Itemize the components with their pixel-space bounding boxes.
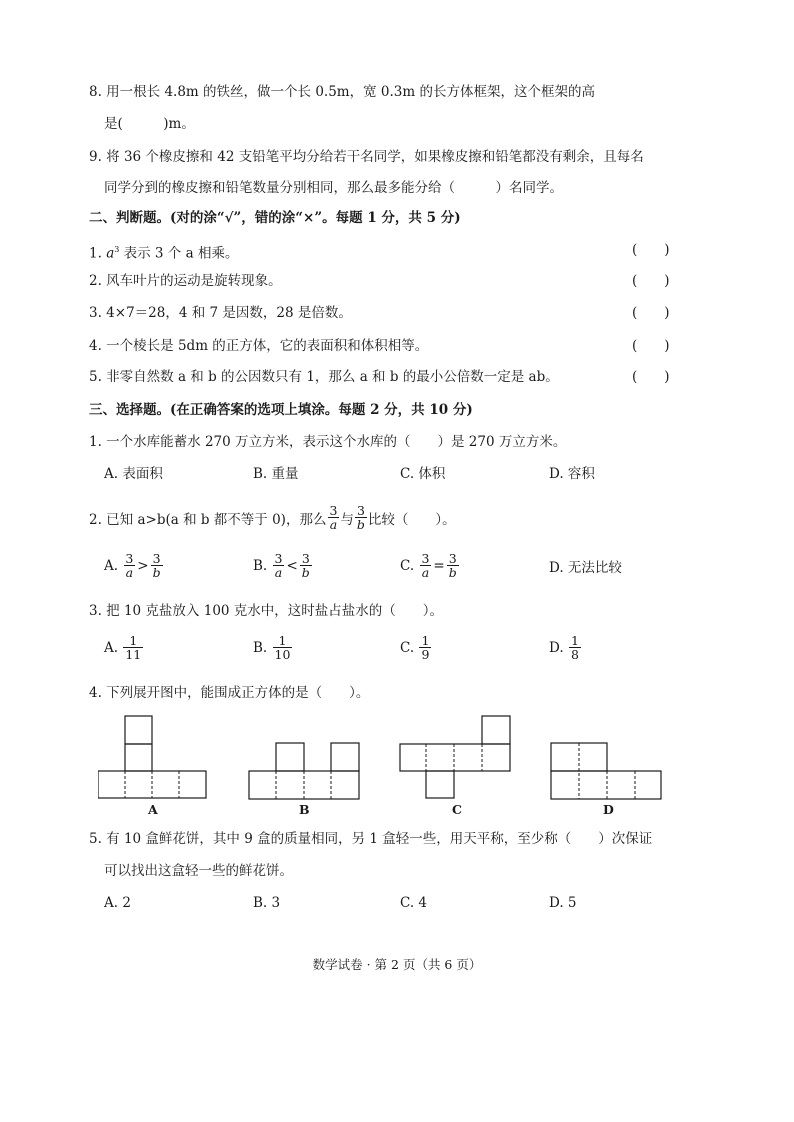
judge-item-1-exp: 3 (114, 245, 120, 254)
choice-q1-option-b[interactable]: B. 重量 (253, 466, 299, 482)
frac-den: b (301, 565, 310, 581)
judge-item-4: 4. 一个棱长是 5dm 的正方体，它的表面积和体积相等。 (89, 338, 429, 354)
choice-q2-stem-pre: 2. 已知 a>b(a 和 b 都不等于 0)，那么 (89, 511, 327, 528)
q8-line1: 8. 用一根长 4.8m 的铁丝，做一个长 0.5m，宽 0.3m 的长方体框架，这个框架的高 (89, 84, 595, 100)
choice-q1-option-c[interactable]: C. 体积 (400, 466, 446, 482)
net-c[interactable] (398, 714, 512, 804)
frac-num: 3 (274, 551, 283, 566)
choice-q1-option-a[interactable]: A. 表面积 (104, 466, 163, 482)
frac-den: 8 (570, 647, 579, 663)
choice-q3-option-d[interactable] (549, 634, 582, 661)
choice-q2-option-a[interactable] (104, 552, 164, 579)
judge-answer-2[interactable]: ( ) (632, 273, 670, 289)
option-frac (569, 634, 581, 661)
choice-q2-option-d[interactable]: D. 无法比较 (549, 560, 622, 576)
choice-q3-stem: 3. 把 10 克盐放入 100 克水中，这时盐占盐水的（ ）。 (89, 603, 444, 619)
page-footer: 数学试卷 · 第 2 页（共 6 页） (312, 957, 482, 972)
net-label-b: B (299, 802, 310, 817)
judge-item-1-num: 1. (89, 245, 102, 262)
section2-title: 二、判断题。(对的涂“√”，错的涂“×”。每题 1 分，共 5 分) (89, 210, 461, 226)
choice-q5-option-b[interactable]: B. 3 (253, 895, 281, 911)
frac-den: 10 (274, 647, 291, 663)
option-label: B. (253, 557, 268, 574)
net-b[interactable] (248, 740, 360, 804)
q9-line1: 9. 将 36 个橡皮擦和 42 支铅笔平均分给若干名同学，如果橡皮擦和铅笔都没有剩余，且每名 (89, 149, 644, 165)
frac-den: 11 (125, 647, 142, 663)
judge-answer-5[interactable]: ( ) (632, 369, 670, 385)
judge-item-3: 3. 4×7＝28，4 和 7 是因数，28 是倍数。 (89, 305, 352, 321)
net-d[interactable] (549, 740, 663, 804)
frac-den: b (152, 565, 161, 581)
frac-right (300, 552, 312, 579)
frac-num: 3 (421, 551, 430, 566)
frac-num: 3 (356, 503, 365, 518)
choice-q2-stem-frac-a (327, 504, 339, 531)
frac-num: 3 (152, 551, 161, 566)
section3-title: 三、选择题。(在正确答案的选项上填涂。每题 2 分，共 10 分) (89, 402, 473, 418)
choice-q5-option-d[interactable]: D. 5 (549, 895, 577, 911)
net-a[interactable] (98, 714, 210, 804)
judge-answer-1[interactable]: ( ) (632, 242, 670, 258)
frac-num: 1 (570, 633, 579, 648)
option-label: C. (400, 639, 415, 656)
frac-left (419, 552, 431, 579)
compare-symbol: = (433, 557, 445, 574)
frac-num: 3 (301, 551, 310, 566)
frac-num: 1 (129, 633, 138, 648)
option-frac (273, 634, 293, 661)
q8-line2: 是( )m。 (104, 116, 195, 132)
frac-num: 1 (278, 633, 287, 648)
judge-answer-4[interactable]: ( ) (632, 338, 670, 354)
judge-item-1 (89, 240, 238, 264)
choice-q2-option-c[interactable] (400, 552, 460, 579)
frac-right (447, 552, 459, 579)
option-label: B. (253, 639, 268, 656)
choice-q2-option-b[interactable] (253, 552, 313, 579)
frac-right (151, 552, 163, 579)
q9-line2: 同学分到的橡皮擦和铅笔数量分别相同，那么最多能分给（ ）名同学。 (104, 180, 563, 196)
frac-num: 3 (448, 551, 457, 566)
choice-q2-stem (89, 504, 456, 531)
frac-den: a (125, 565, 134, 581)
frac-den: 9 (421, 647, 430, 663)
net-label-c: C (452, 802, 462, 817)
choice-q1-stem: 1. 一个水库能蓄水 270 万立方米，表示这个水库的（ ）是 270 万立方米。 (89, 434, 567, 450)
choice-q2-stem-mid: 与 (340, 511, 354, 528)
choice-q2-stem-post: 比较（ ）。 (367, 511, 456, 528)
net-label-a: A (148, 802, 158, 817)
net-label-d: D (603, 802, 614, 817)
judge-item-1-text: 表示 3 个 a 相乘。 (119, 245, 239, 262)
frac-den: a (421, 565, 430, 581)
option-label: A. (104, 639, 119, 656)
judge-item-5: 5. 非零自然数 a 和 b 的公因数只有 1，那么 a 和 b 的最小公倍数一定是 ab。 (89, 369, 559, 385)
compare-symbol: < (286, 557, 298, 574)
frac-num: 3 (125, 551, 134, 566)
choice-q4-stem: 4. 下列展开图中，能围成正方体的是（ ）。 (89, 685, 370, 701)
judge-item-1-var: a (106, 245, 115, 262)
frac-left (273, 552, 285, 579)
frac-den: a (329, 517, 338, 533)
frac-num: 1 (421, 633, 430, 648)
option-label: C. (400, 557, 415, 574)
frac-num: 3 (329, 503, 338, 518)
option-frac (123, 634, 143, 661)
frac-den: a (274, 565, 283, 581)
frac-den: b (356, 517, 365, 533)
compare-symbol: > (137, 557, 149, 574)
choice-q5-option-a[interactable]: A. 2 (104, 895, 131, 911)
option-frac (419, 634, 431, 661)
option-label: D. (549, 639, 564, 656)
judge-item-2: 2. 风车叶片的运动是旋转现象。 (89, 273, 282, 289)
option-label: A. (104, 557, 119, 574)
choice-q3-option-b[interactable] (253, 634, 293, 661)
choice-q5-line2: 可以找出这盒轻一些的鲜花饼。 (104, 863, 293, 879)
frac-left (123, 552, 135, 579)
choice-q1-option-d[interactable]: D. 容积 (549, 466, 595, 482)
choice-q3-option-c[interactable] (400, 634, 432, 661)
judge-answer-3[interactable]: ( ) (632, 305, 670, 321)
choice-q5-line1: 5. 有 10 盒鲜花饼，其中 9 盒的质量相同，另 1 盒轻一些，用天平称，至少称（ ）次保证 (89, 831, 653, 847)
frac-den: b (448, 565, 457, 581)
choice-q3-option-a[interactable] (104, 634, 144, 661)
choice-q2-stem-frac-b (355, 504, 367, 531)
choice-q5-option-c[interactable]: C. 4 (400, 895, 428, 911)
